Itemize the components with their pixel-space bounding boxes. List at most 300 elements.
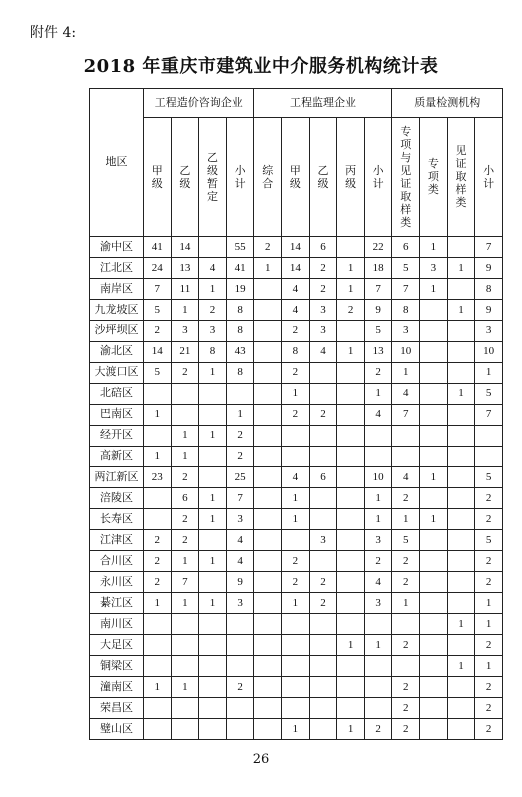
value-cell: 1: [199, 593, 227, 614]
value-cell: 9: [226, 572, 254, 593]
value-cell: [254, 572, 282, 593]
table-body: [90, 237, 503, 740]
value-cell: [337, 551, 365, 572]
value-cell: [447, 362, 475, 383]
value-cell: [420, 446, 448, 467]
value-cell: 1: [144, 593, 172, 614]
value-cell: [420, 530, 448, 551]
value-cell: 1: [420, 467, 448, 488]
value-cell: 55: [226, 237, 254, 258]
value-cell: [309, 446, 337, 467]
value-cell: 1: [447, 299, 475, 320]
value-cell: 1: [420, 237, 448, 258]
value-cell: 2: [309, 593, 337, 614]
value-cell: [309, 488, 337, 509]
value-cell: [420, 341, 448, 362]
sub-header: 甲级: [144, 118, 172, 237]
region-cell: 渝中区: [90, 237, 144, 258]
value-cell: 4: [392, 467, 420, 488]
value-cell: 2: [475, 718, 503, 739]
table-row: [90, 614, 503, 635]
header-group-row: [90, 89, 503, 118]
value-cell: 5: [392, 257, 420, 278]
sub-header: 乙级: [171, 118, 199, 237]
value-cell: [309, 551, 337, 572]
value-cell: [337, 614, 365, 635]
value-cell: 3: [171, 320, 199, 341]
sub-header: 见证取样类: [447, 118, 475, 237]
value-cell: 1: [337, 718, 365, 739]
value-cell: 1: [199, 362, 227, 383]
value-cell: [364, 656, 392, 677]
value-cell: [420, 551, 448, 572]
table-row: [90, 488, 503, 509]
value-cell: [337, 488, 365, 509]
value-cell: [254, 718, 282, 739]
value-cell: [447, 572, 475, 593]
value-cell: [420, 383, 448, 404]
value-cell: 2: [309, 257, 337, 278]
sub-header: 乙级暂定: [199, 118, 227, 237]
table-row: [90, 425, 503, 446]
value-cell: [337, 509, 365, 530]
value-cell: [392, 425, 420, 446]
value-cell: [144, 509, 172, 530]
value-cell: 1: [364, 488, 392, 509]
value-cell: 2: [392, 697, 420, 718]
value-cell: 2: [392, 635, 420, 656]
value-cell: 1: [144, 404, 172, 425]
table-row: [90, 320, 503, 341]
value-cell: [226, 383, 254, 404]
table-row: [90, 572, 503, 593]
value-cell: 8: [226, 320, 254, 341]
value-cell: [420, 425, 448, 446]
value-cell: 2: [171, 509, 199, 530]
value-cell: [254, 593, 282, 614]
value-cell: [144, 635, 172, 656]
table-row: [90, 237, 503, 258]
region-cell: 合川区: [90, 551, 144, 572]
value-cell: 8: [226, 362, 254, 383]
value-cell: [254, 425, 282, 446]
value-cell: 23: [144, 467, 172, 488]
value-cell: [420, 572, 448, 593]
value-cell: [420, 488, 448, 509]
document-title: 2018 年重庆市建筑业中介服务机构统计表: [83, 56, 439, 77]
value-cell: 9: [475, 257, 503, 278]
table-row: [90, 362, 503, 383]
value-cell: [254, 320, 282, 341]
value-cell: 1: [144, 677, 172, 698]
value-cell: 4: [364, 572, 392, 593]
value-cell: 4: [309, 341, 337, 362]
value-cell: 4: [282, 299, 310, 320]
value-cell: [199, 467, 227, 488]
region-cell: 江北区: [90, 257, 144, 278]
value-cell: 2: [392, 718, 420, 739]
value-cell: 1: [254, 257, 282, 278]
value-cell: 7: [144, 278, 172, 299]
value-cell: [144, 718, 172, 739]
value-cell: [420, 614, 448, 635]
value-cell: [144, 383, 172, 404]
value-cell: 2: [364, 551, 392, 572]
value-cell: 2: [392, 677, 420, 698]
value-cell: [171, 404, 199, 425]
value-cell: 2: [254, 237, 282, 258]
value-cell: 3: [226, 593, 254, 614]
value-cell: [309, 697, 337, 718]
sub-header: 小计: [364, 118, 392, 237]
value-cell: 1: [199, 488, 227, 509]
value-cell: [254, 697, 282, 718]
region-cell: 涪陵区: [90, 488, 144, 509]
value-cell: [447, 341, 475, 362]
value-cell: 1: [171, 299, 199, 320]
value-cell: [309, 509, 337, 530]
value-cell: 4: [199, 257, 227, 278]
value-cell: 1: [226, 404, 254, 425]
page-number: 26: [252, 752, 270, 767]
value-cell: 5: [144, 362, 172, 383]
value-cell: 4: [226, 551, 254, 572]
value-cell: [420, 320, 448, 341]
value-cell: 2: [309, 278, 337, 299]
value-cell: 2: [226, 446, 254, 467]
value-cell: [364, 614, 392, 635]
value-cell: [144, 656, 172, 677]
value-cell: 8: [199, 341, 227, 362]
value-cell: [337, 237, 365, 258]
value-cell: 2: [475, 572, 503, 593]
region-cell: 荣昌区: [90, 697, 144, 718]
value-cell: 5: [392, 530, 420, 551]
region-cell: 高新区: [90, 446, 144, 467]
sub-header: 小计: [475, 118, 503, 237]
table-row: [90, 383, 503, 404]
value-cell: 1: [420, 509, 448, 530]
value-cell: [337, 362, 365, 383]
value-cell: [337, 320, 365, 341]
value-cell: 2: [392, 572, 420, 593]
value-cell: 7: [171, 572, 199, 593]
value-cell: 2: [199, 299, 227, 320]
region-cell: 渝北区: [90, 341, 144, 362]
value-cell: 10: [364, 467, 392, 488]
value-cell: [254, 404, 282, 425]
value-cell: 2: [364, 718, 392, 739]
region-cell: 铜梁区: [90, 656, 144, 677]
value-cell: [420, 593, 448, 614]
value-cell: [337, 677, 365, 698]
value-cell: [392, 656, 420, 677]
value-cell: 43: [226, 341, 254, 362]
value-cell: 3: [309, 320, 337, 341]
value-cell: [254, 509, 282, 530]
value-cell: 2: [475, 509, 503, 530]
value-cell: [309, 718, 337, 739]
value-cell: [226, 697, 254, 718]
value-cell: [447, 697, 475, 718]
value-cell: [337, 593, 365, 614]
value-cell: 1: [171, 551, 199, 572]
region-cell: 南岸区: [90, 278, 144, 299]
value-cell: [447, 278, 475, 299]
value-cell: 14: [282, 257, 310, 278]
value-cell: 13: [364, 341, 392, 362]
value-cell: [309, 677, 337, 698]
value-cell: 3: [309, 299, 337, 320]
value-cell: [309, 656, 337, 677]
sub-header: 小计: [226, 118, 254, 237]
value-cell: 5: [475, 530, 503, 551]
value-cell: 5: [475, 383, 503, 404]
value-cell: 1: [392, 593, 420, 614]
value-cell: 1: [337, 278, 365, 299]
value-cell: [254, 299, 282, 320]
value-cell: [199, 404, 227, 425]
value-cell: 1: [447, 383, 475, 404]
value-cell: 7: [392, 404, 420, 425]
region-cell: 綦江区: [90, 593, 144, 614]
value-cell: 4: [282, 278, 310, 299]
value-cell: [420, 635, 448, 656]
value-cell: 2: [226, 677, 254, 698]
value-cell: [144, 488, 172, 509]
value-cell: 2: [392, 551, 420, 572]
table-row: [90, 697, 503, 718]
value-cell: [254, 467, 282, 488]
value-cell: 6: [309, 237, 337, 258]
value-cell: 1: [337, 257, 365, 278]
table-row: [90, 278, 503, 299]
value-cell: [282, 677, 310, 698]
value-cell: 1: [447, 656, 475, 677]
value-cell: [447, 718, 475, 739]
value-cell: [447, 237, 475, 258]
value-cell: [144, 697, 172, 718]
value-cell: 9: [475, 299, 503, 320]
value-cell: [420, 677, 448, 698]
value-cell: 8: [392, 299, 420, 320]
value-cell: 14: [171, 237, 199, 258]
value-cell: 19: [226, 278, 254, 299]
value-cell: 3: [226, 509, 254, 530]
sub-header: 乙级: [309, 118, 337, 237]
value-cell: 1: [475, 614, 503, 635]
value-cell: [199, 572, 227, 593]
value-cell: 2: [171, 467, 199, 488]
value-cell: [420, 656, 448, 677]
value-cell: [254, 677, 282, 698]
value-cell: [420, 362, 448, 383]
value-cell: 1: [475, 362, 503, 383]
value-cell: 1: [282, 509, 310, 530]
value-cell: 1: [171, 677, 199, 698]
value-cell: 1: [475, 656, 503, 677]
value-cell: 2: [171, 362, 199, 383]
region-cell: 九龙坡区: [90, 299, 144, 320]
table-row: [90, 467, 503, 488]
value-cell: 2: [171, 530, 199, 551]
value-cell: [226, 656, 254, 677]
value-cell: [447, 425, 475, 446]
value-cell: [420, 404, 448, 425]
value-cell: 10: [392, 341, 420, 362]
value-cell: 7: [475, 404, 503, 425]
value-cell: [199, 614, 227, 635]
value-cell: [254, 446, 282, 467]
value-cell: 1: [364, 383, 392, 404]
value-cell: 2: [144, 320, 172, 341]
value-cell: [337, 572, 365, 593]
value-cell: 1: [337, 635, 365, 656]
value-cell: 6: [171, 488, 199, 509]
value-cell: [199, 383, 227, 404]
value-cell: [171, 383, 199, 404]
value-cell: 21: [171, 341, 199, 362]
value-cell: [199, 237, 227, 258]
attachment-label: 附件 4:: [30, 25, 77, 41]
value-cell: [199, 677, 227, 698]
value-cell: 7: [475, 237, 503, 258]
region-cell: 长寿区: [90, 509, 144, 530]
value-cell: [447, 509, 475, 530]
value-cell: 2: [282, 320, 310, 341]
value-cell: 2: [475, 697, 503, 718]
value-cell: [337, 656, 365, 677]
value-cell: 3: [309, 530, 337, 551]
table-row: [90, 551, 503, 572]
value-cell: 3: [475, 320, 503, 341]
value-cell: [447, 446, 475, 467]
value-cell: 9: [364, 299, 392, 320]
region-cell: 大渡口区: [90, 362, 144, 383]
sub-header: 甲级: [282, 118, 310, 237]
value-cell: [337, 446, 365, 467]
value-cell: 3: [392, 320, 420, 341]
value-cell: [420, 697, 448, 718]
value-cell: 6: [309, 467, 337, 488]
value-cell: 5: [144, 299, 172, 320]
value-cell: [171, 614, 199, 635]
value-cell: 1: [199, 425, 227, 446]
value-cell: [254, 530, 282, 551]
value-cell: 1: [337, 341, 365, 362]
value-cell: [447, 593, 475, 614]
value-cell: 4: [226, 530, 254, 551]
table-row: [90, 718, 503, 739]
value-cell: [171, 697, 199, 718]
value-cell: 1: [392, 509, 420, 530]
value-cell: 24: [144, 257, 172, 278]
value-cell: [254, 656, 282, 677]
value-cell: 1: [282, 593, 310, 614]
value-cell: [144, 614, 172, 635]
header-sub-row: [90, 118, 503, 237]
table-row: [90, 509, 503, 530]
group-header-quality-testing: 质量检测机构: [392, 89, 503, 118]
table-row: [90, 257, 503, 278]
value-cell: 5: [364, 320, 392, 341]
value-cell: [420, 299, 448, 320]
region-cell: 北碚区: [90, 383, 144, 404]
value-cell: [309, 383, 337, 404]
region-cell: 璧山区: [90, 718, 144, 739]
value-cell: 2: [364, 362, 392, 383]
value-cell: [309, 425, 337, 446]
value-cell: 1: [282, 718, 310, 739]
value-cell: [364, 425, 392, 446]
value-cell: 1: [171, 593, 199, 614]
value-cell: [226, 635, 254, 656]
value-cell: [447, 404, 475, 425]
value-cell: [447, 320, 475, 341]
value-cell: [447, 551, 475, 572]
value-cell: 2: [282, 572, 310, 593]
table-row: [90, 593, 503, 614]
value-cell: 2: [144, 572, 172, 593]
value-cell: 10: [475, 341, 503, 362]
value-cell: 2: [282, 551, 310, 572]
value-cell: [337, 404, 365, 425]
value-cell: [199, 446, 227, 467]
value-cell: [254, 341, 282, 362]
value-cell: 4: [392, 383, 420, 404]
table-row: [90, 299, 503, 320]
value-cell: 1: [199, 551, 227, 572]
value-cell: 11: [171, 278, 199, 299]
value-cell: [309, 362, 337, 383]
region-header: 地区: [90, 89, 144, 237]
value-cell: 3: [199, 320, 227, 341]
value-cell: 4: [364, 404, 392, 425]
value-cell: 2: [475, 551, 503, 572]
group-header-cost-consulting: 工程造价咨询企业: [144, 89, 254, 118]
value-cell: 25: [226, 467, 254, 488]
value-cell: 1: [282, 488, 310, 509]
table-row: [90, 635, 503, 656]
value-cell: 1: [364, 635, 392, 656]
value-cell: [171, 718, 199, 739]
region-cell: 沙坪坝区: [90, 320, 144, 341]
value-cell: [199, 530, 227, 551]
value-cell: [309, 614, 337, 635]
value-cell: 2: [309, 404, 337, 425]
value-cell: 1: [475, 593, 503, 614]
table-row: [90, 404, 503, 425]
value-cell: 4: [282, 467, 310, 488]
sub-header: 专项与见证取样类: [392, 118, 420, 237]
region-cell: 江津区: [90, 530, 144, 551]
value-cell: [282, 635, 310, 656]
sub-header: 专项类: [420, 118, 448, 237]
value-cell: [447, 677, 475, 698]
value-cell: [226, 718, 254, 739]
value-cell: 2: [309, 572, 337, 593]
statistics-table: [89, 88, 503, 740]
value-cell: [254, 551, 282, 572]
value-cell: 13: [171, 257, 199, 278]
value-cell: 1: [447, 614, 475, 635]
region-cell: 大足区: [90, 635, 144, 656]
value-cell: [254, 614, 282, 635]
value-cell: [282, 697, 310, 718]
region-cell: 南川区: [90, 614, 144, 635]
value-cell: [337, 425, 365, 446]
value-cell: 2: [282, 404, 310, 425]
